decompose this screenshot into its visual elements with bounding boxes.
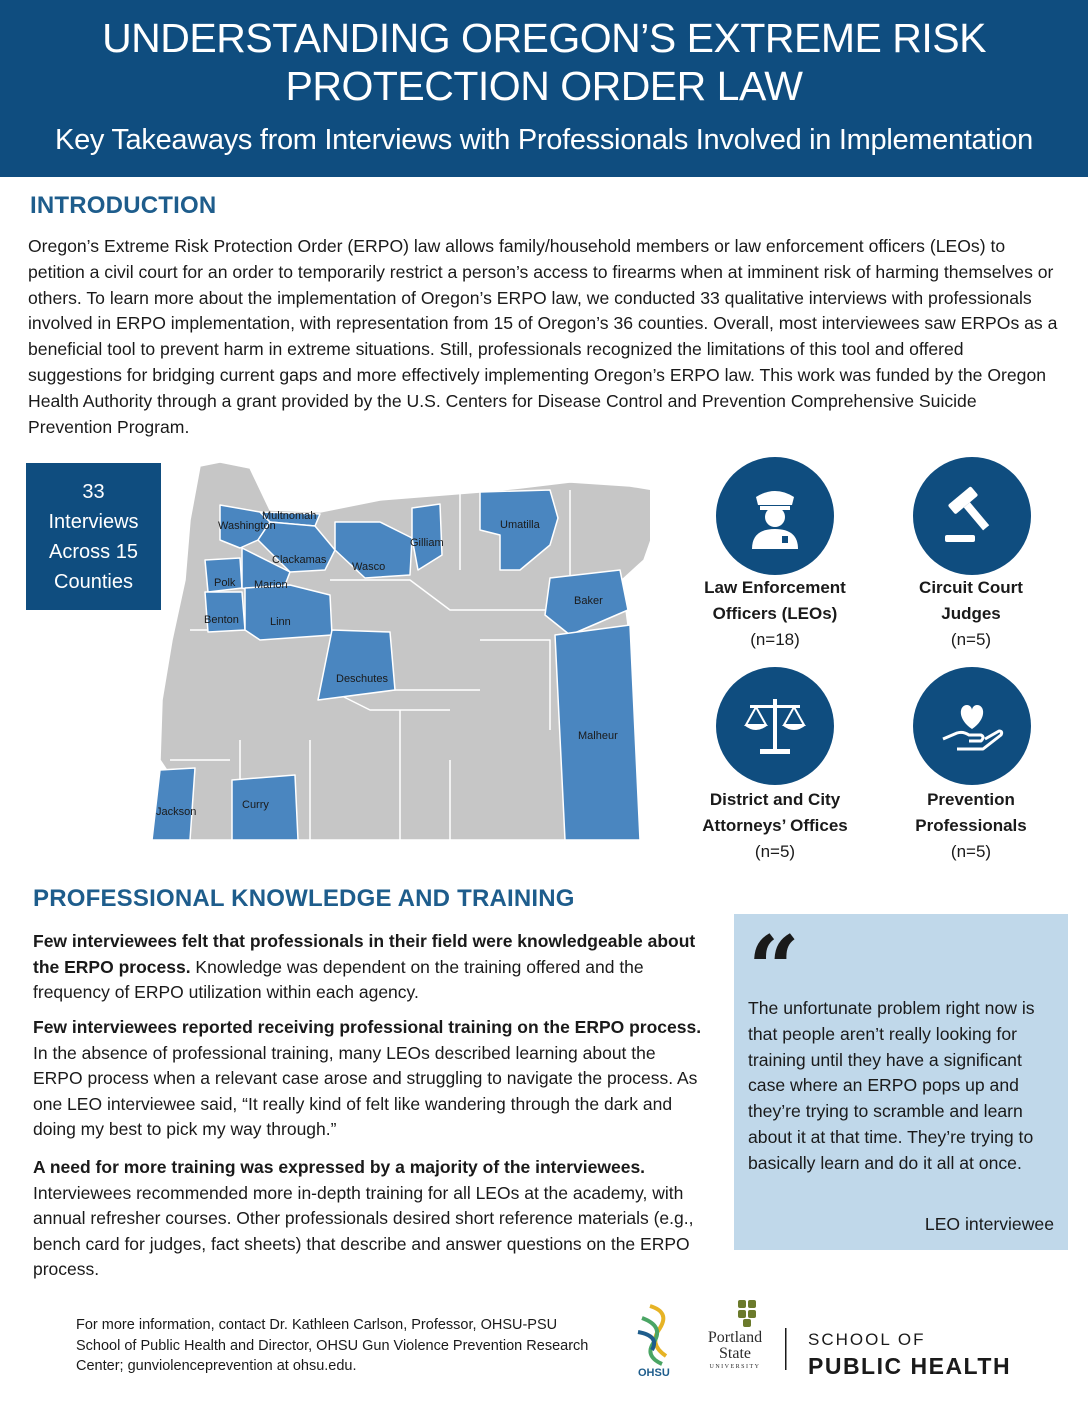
svg-text:OHSU: OHSU — [638, 1367, 670, 1378]
subtitle: Key Takeaways from Interviews with Professionals Involved in Implementation — [55, 124, 1033, 156]
county-linn — [245, 585, 332, 640]
scales-of-justice-icon — [716, 667, 834, 785]
county-curry — [152, 768, 195, 840]
pk-heading: PROFESSIONAL KNOWLEDGE AND TRAINING — [33, 885, 575, 912]
map-label-washington: Washington — [218, 520, 276, 532]
map-label-clackamas: Clackamas — [272, 554, 327, 566]
map-label-gilliam: Gilliam — [410, 537, 444, 549]
pk-paragraph-2: Few interviewees reported receiving professional training on the ERPO process. In the absence of professional training, many LEOs described learning about the ERPO process when a relevant case arose and struggling to navigate the process. As one LEO interviewee said, “It really kind of felt like wandering through the dark and doing my best to pick my way through.” — [33, 1017, 702, 1139]
map-label-jackson: Curry — [242, 799, 269, 811]
stat-line-3: Across 15 — [49, 541, 138, 563]
ohsu-logo — [638, 1306, 670, 1378]
footer-contact: For more information, contact Dr. Kathleen Carlson, Professor, OHSU-PSU School of Public Health and Director, OHSU Gun Violence Prevention Research Center; gunviolenceprevention at ohsu.edu. — [76, 1317, 589, 1374]
police-officer-icon — [716, 457, 834, 575]
map-label-wasco: Wasco — [352, 561, 386, 573]
stat-line-2: Interviews — [48, 511, 139, 533]
map-label-curry: Jackson — [156, 806, 197, 818]
map-label-umatilla: Umatilla — [500, 519, 540, 531]
quote-text: The unfortunate problem right now is that people aren’t really looking for training until they have a significant case where an ERPO pops up and they’re trying to scramble and learn about it at that time. They’re trying to basically learn and do it all at once. — [748, 998, 1035, 1173]
county-benton — [205, 592, 245, 632]
heart-in-hand-icon — [913, 667, 1031, 785]
map-label-multnomah: Multnomah — [262, 510, 317, 522]
pk-paragraph-1: Few interviewees felt that professionals in their field were knowledgeable about the ERPO process. Knowledge was dependent on the training offered and the frequency of ERPO utilization within each agency. — [33, 931, 696, 1002]
map-label-benton: Benton — [204, 614, 239, 626]
intro-heading: INTRODUCTION — [30, 192, 217, 219]
quote-attribution: LEO interviewee — [924, 1214, 1054, 1234]
logo-divider — [785, 1328, 787, 1370]
map-label-marion: Marion — [254, 579, 288, 591]
stat-number: 33 — [82, 481, 105, 503]
interview-count-box — [26, 463, 161, 610]
intro-body: Oregon’s Extreme Risk Protection Order (ERPO) law allows family/household members or law enforcement officers (LEOs) to petition a civil court for an order to temporarily restrict a person’s access to firearms when at imminent risk of harming themselves or others. To learn more about the implementation of Oregon’s ERPO law, we conducted 33 qualitative interviews with professionals involved in ERPO implementation, with representation from 15 of Oregon’s 36 counties. Overall, most interviewees saw ERPOs as a beneficial tool to prevent harm in extreme situations. Still, professionals recognized the limitations of this tool and offered suggestions for bridging current gaps and more effectively implementing Oregon’s ERPO law. This work was funded by the Oregon Health Authority through a grant provided by the U.S. Centers for Disease Control and Prevention Comprehensive Suicide Prevention Program. — [28, 236, 1058, 437]
psu-logo-text: Portland State UNIVERSITY — [707, 1329, 763, 1370]
map-label-polk: Polk — [214, 577, 236, 589]
role-attorneys: District and City Attorneys’ Offices (n=5) — [702, 790, 848, 861]
map-label-linn: Linn — [270, 616, 291, 628]
school-of-public-health-logo: SCHOOL OF PUBLIC HEALTH — [808, 1330, 1012, 1379]
header-banner — [0, 0, 1088, 177]
map-label-malheur: Malheur — [578, 730, 618, 742]
psu-logo-mark — [738, 1300, 756, 1327]
title-line-2: PROTECTION ORDER LAW — [285, 63, 803, 109]
role-prevention: Prevention Professionals (n=5) — [915, 790, 1027, 861]
quote-mark-icon: “ — [748, 916, 800, 1022]
pk-paragraph-3: A need for more training was expressed by a majority of the interviewees. Interviewees recommended more in-depth training for all LEOs at the academy, with annual refresher courses. Other professionals desired short reference materials (e.g., bench card for judges, fact sheets) that describe and answer questions on the ERPO process. — [33, 1157, 694, 1279]
stat-line-4: Counties — [54, 571, 133, 593]
gavel-icon — [913, 457, 1031, 575]
role-leo: Law Enforcement Officers (LEOs) (n=18) — [704, 578, 846, 649]
map-label-baker: Baker — [574, 595, 603, 607]
role-judges: Circuit Court Judges (n=5) — [919, 578, 1023, 649]
title-line-1: UNDERSTANDING OREGON’S EXTREME RISK — [102, 15, 986, 61]
map-label-deschutes: Deschutes — [336, 673, 388, 685]
county-deschutes — [318, 630, 395, 700]
oregon-county-map — [150, 460, 650, 850]
quote-box — [734, 914, 1068, 1250]
